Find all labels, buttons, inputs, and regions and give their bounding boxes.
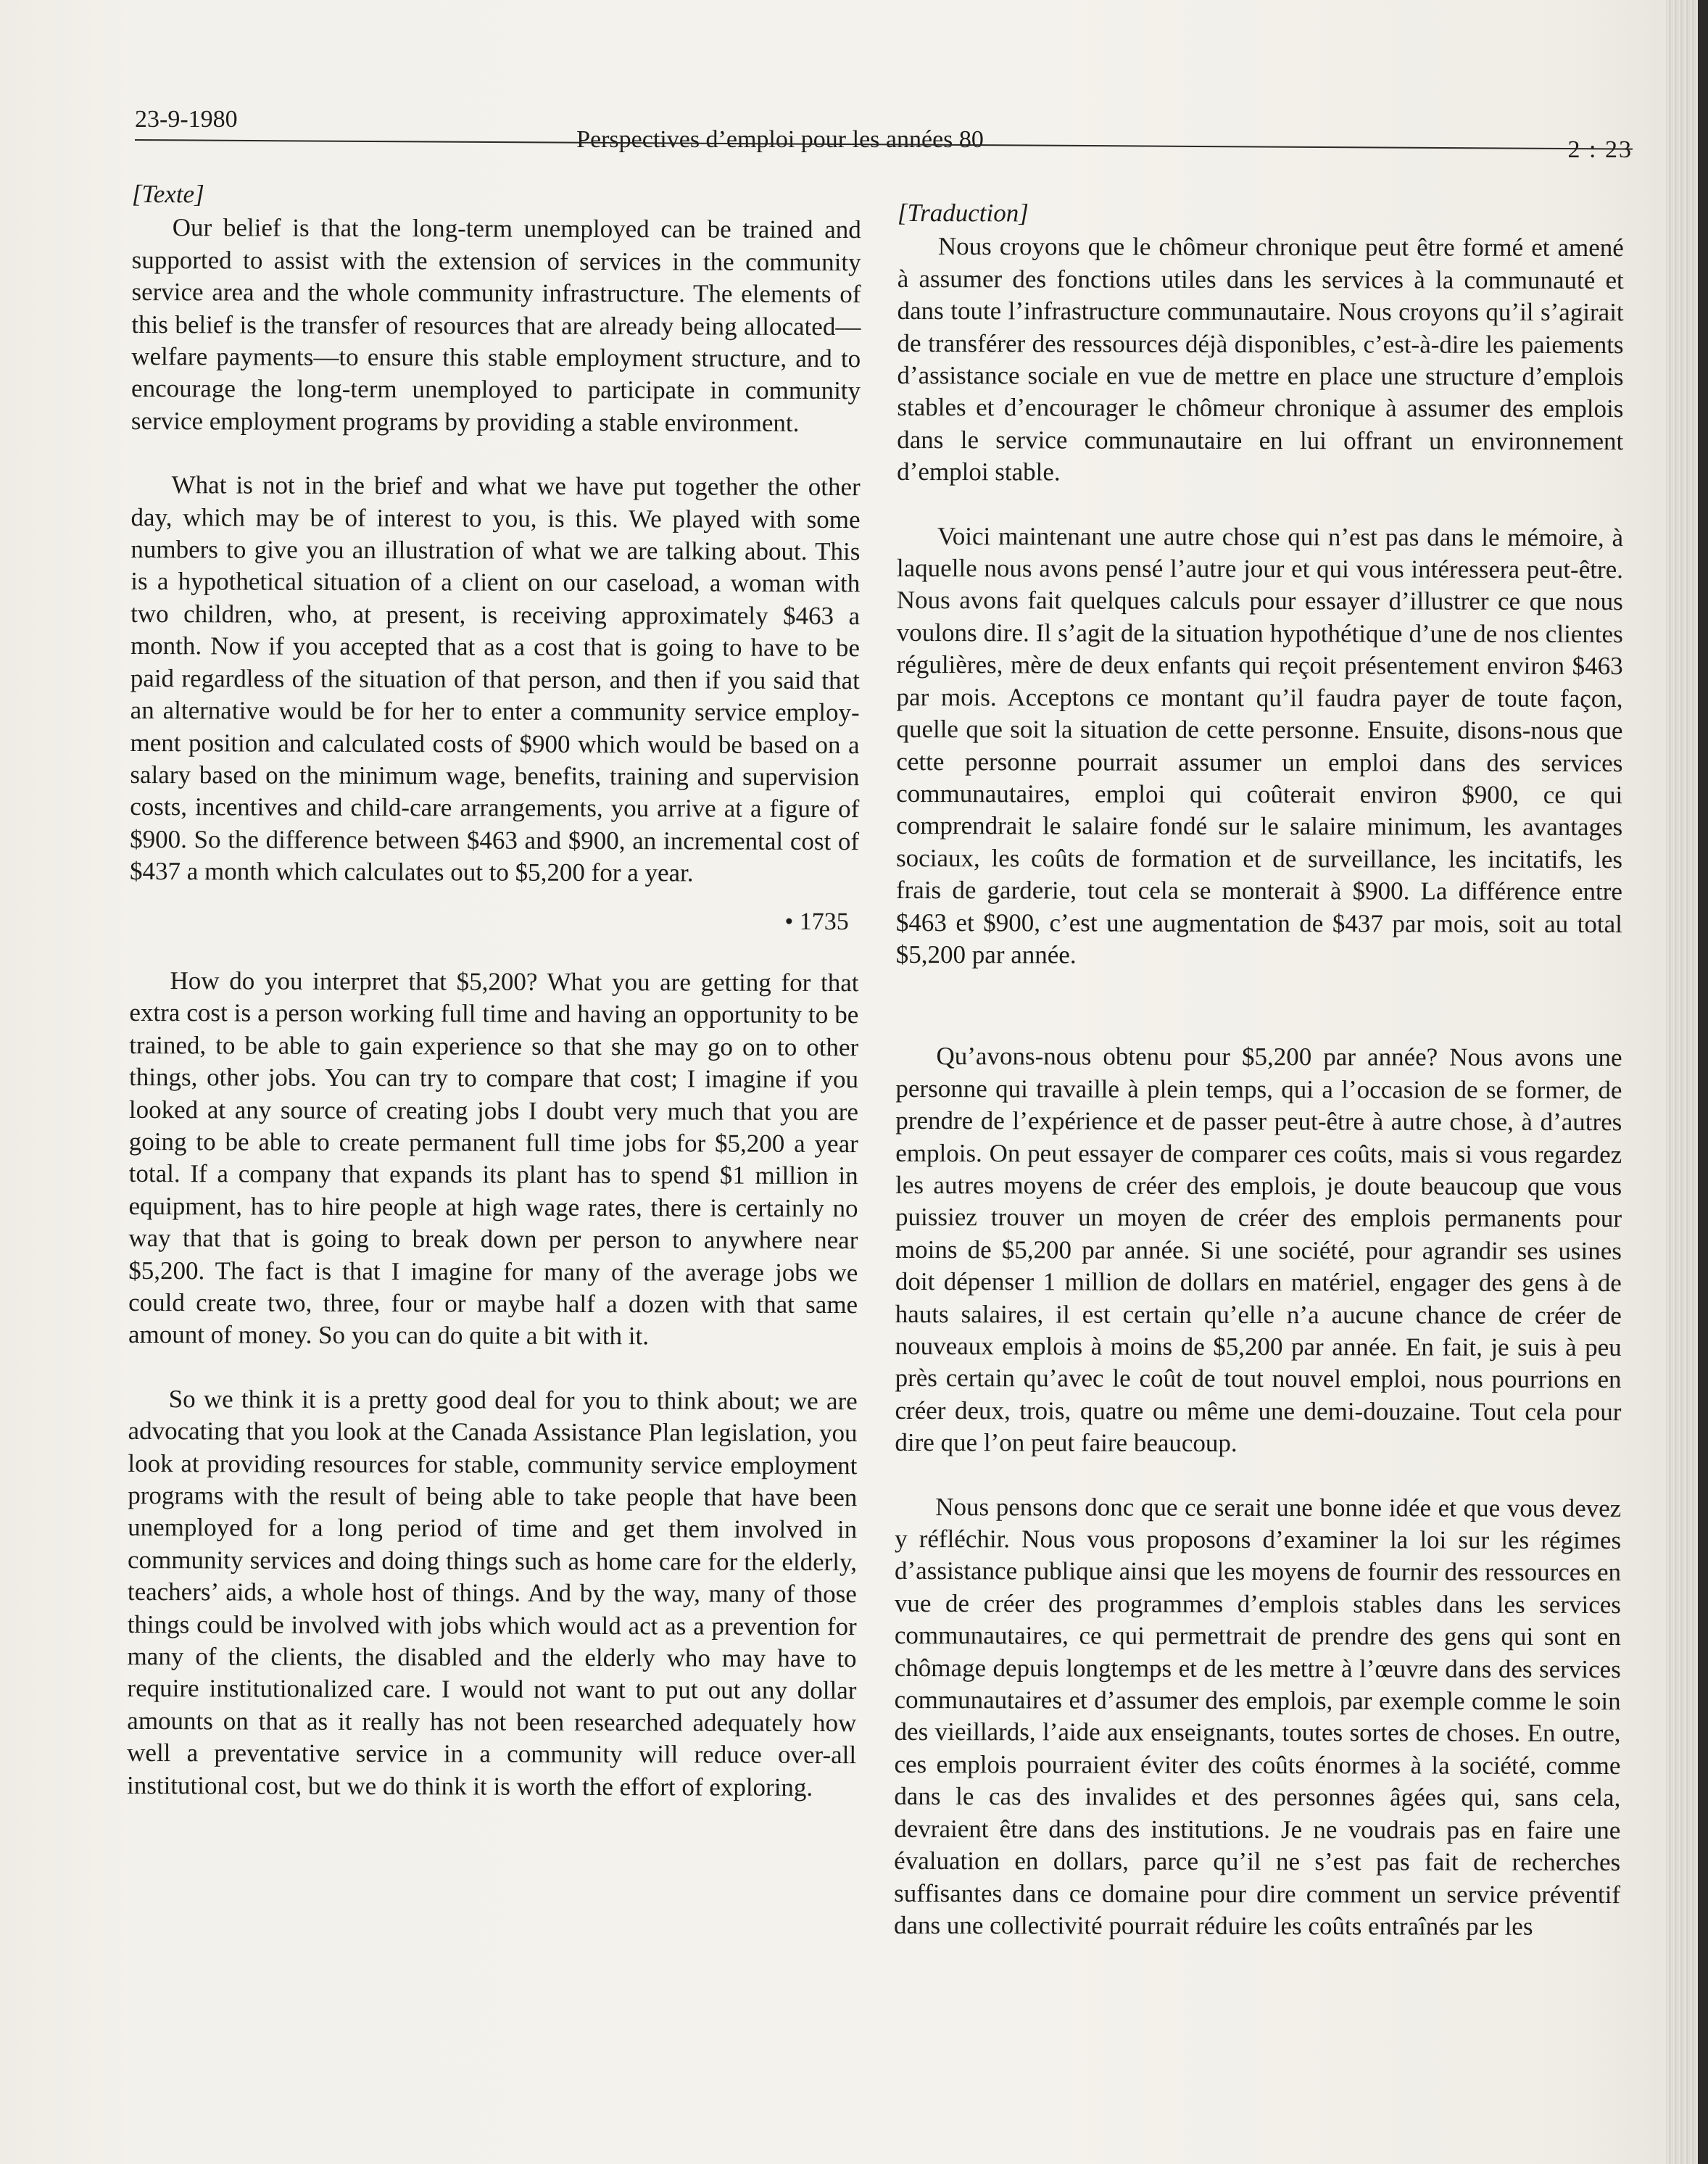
left-paragraph-2: What is not in the brief and what we have put together the other day, which may be of interest to you, is this. We played with some numbers to give you an illustration of what we are talking about. This is a hypothetical situation of a client on our caseload, a woman with two children, who, at present, is receiving approximately $463 a month. Now if you accepted that as a cost that is going to have to be paid regardless of the situation of that person, and then if you said that an alternative would be for her to enter a community service employment position and calculated costs of $900 which would be based on a salary based on the minimum wage, benefits, training and supervision costs, incentives and child-care arrangements, you arrive at a figure of $900. So the difference between $463 and $900, an incremental cost of $437 a month which calculates out to $5,200 for a year. xyxy=(129,470,861,887)
right-column-label: [Traduction] xyxy=(897,199,1029,228)
left-paragraph-4: So we think it is a pretty good deal for you to think about; we are advocating that you look at the Canada Assistance Plan legislation, you look at providing resources for stable, community service employment programs with the result of being able to take people that have been unemployed for a long period of time and get them involved in community services and doing things such as home care for the elderly, teachers’ aids, a whole host of things. And by the way, many of those things could be involved with jobs which would act as a prevention for many of the clients, the disabled and the elderly who may have to require institutionalized care. I would not want to put out any dollar amounts on that as it really has not been researched adequately how well a preventative service in a community will reduce over-all institutional cost, but we do think it is worth the effort of exploring. xyxy=(126,1384,858,1802)
header-title: Perspectives d’emploi pour les années 80 xyxy=(576,126,984,153)
header-page-number: 2 : 23 xyxy=(1567,136,1633,163)
left-column-label: [Texte] xyxy=(131,179,204,209)
page-header xyxy=(135,101,1633,163)
time-marker: • 1735 xyxy=(784,908,849,935)
right-paragraph-1: Nous croyons que le chômeur chronique peut être formé et amené à assumer des fonctions utiles dans les services à la communauté et dans toute l’infrastructure communautaire. Nous croyons qu’il s’agirait de transférer des ressources déjà disponibles, c’est-à-dire les paiements d’assistance sociale en vue de mettre en place une structure d’emplois stables et d’encourager le chômeur chronique à assumer des emplois dans le service communautaire en lui offrant un environnement d’emploi stable. xyxy=(897,232,1624,486)
header-date: 23-9-1980 xyxy=(135,106,238,133)
page-edge-shadow xyxy=(1698,0,1708,2164)
right-paragraph-3: Qu’avons-nous obtenu pour $5,200 par année? Nous avons une personne qui travaille à plein temps, qui a l’occasion de se former, de prendre de l’expérience et de passer peut-être à autre chose, à d’autres emplois. On peut essayer de comparer ces coûts, mais si vous regardez les autres moyens de créer des emplois, je doute beaucoup que vous puissiez trouver un moyen de créer des emplois permanents pour moins de $5,200 par année. Si une société, pour agrandir ses usines doit dépenser 1 million de dollars en matériel, engager des gens à de hauts salaires, il est certain qu’elle n’a aucune chance de créer de nouveaux emplois à moins de $5,200 par année. En fait, je suis à peu près certain qu’avec le coût de tout nouvel emploi, nous pourrions en créer deux, trois, quatre ou même une demi-douzaine. Tout cela pour dire que l’on peut faire beaucoup. xyxy=(895,1042,1622,1458)
left-column-english xyxy=(127,178,861,1804)
right-column-french xyxy=(894,197,1624,1943)
right-paragraph-2: Voici maintenant une autre chose qui n’est pas dans le mémoire, à laquelle nous avons pensé l’autre jour et qui vous intéressera peut-être. Nous avons fait quelques calculs pour essayer d’illustrer ce que nous voulons dire. Il s’agit de la situation hypothétique d’une de nos clientes régulières, mère de deux enfants qui reçoit présentement environ $463 par mois. Acceptons ce montant qu’il faudra payer de toute façon, quelle que soit la situation de cette personne. Ensuite, disons-nous que cette personne pourrait assumer un emploi dans des services communautaires, emploi qui coûterait environ $900, ce qui comprendrait le salaire fondé sur le salaire minimum, les avantages sociaux, les coûts de formation et de surveillance, les incitatifs, les frais de garderie, tout cela se monterait à $900. La différence entre $463 et $900, c’est une augmentation de $437 par mois, soit au total $5,200 par année. xyxy=(895,521,1624,969)
left-paragraph-1: Our belief is that the long-term unemployed can be trained and supported to assist with the extension of services in the community service area and the whole community infrastructure. The elements of this belief is the transfer of resources that are already being allocated—welfare payments—to ensure this stable employment structure, and to encourage the long-term unemployed to participate in community service employment programs by providing a stable environment. xyxy=(130,213,861,437)
left-paragraph-3: How do you interpret that $5,200? What you are getting for that extra cost is a person working full time and having an opportunity to be trained, to be able to gain experience so that she may go on to other things, other jobs. You can try to compare that cost; I imagine if you looked at any source of creating jobs I doubt very much that you are going to be able to create permanent full time jobs for $5,200 a year total. If a company that expands its plant has to spend $1 million in equipment, has to hire people at high wage rates, there is certainly no way that that is going to break down per person to anywhere near $5,200. The fact is that I imagine for many of the average jobs we could create two, three, four or maybe half a dozen with that same amount of money. So you can do quite a bit with it. xyxy=(128,966,859,1351)
right-paragraph-4: Nous pensons donc que ce serait une bonne idée et que vous devez y réfléchir. Nous vous proposons d’examiner la loi sur les régimes d’assistance publique ainsi que les moyens de fournir des ressources en vue de créer des programmes d’emplois stables dans les services communautaires, ce qui permettrait de prendre des gens qui sont en chômage depuis longtemps et de les mettre à l’œuvre dans des services communautaires et d’assumer des emplois, par exemple comme le soin des vieillards, l’aide aux enseignants, toutes sortes de choses. En outre, ces emplois pourraient éviter des coûts énormes à la société, comme dans le cas des invalides et des personnes âgées qui, sans cela, devraient être dans des institutions. Je ne voudrais pas en faire une évaluation en dollars, parce qu’il ne s’est pas fait de recherches suffisantes dans ce domaine pour dire comment un service préventif dans une collectivité pourrait réduire les coûts entraînés par les xyxy=(893,1492,1622,1941)
